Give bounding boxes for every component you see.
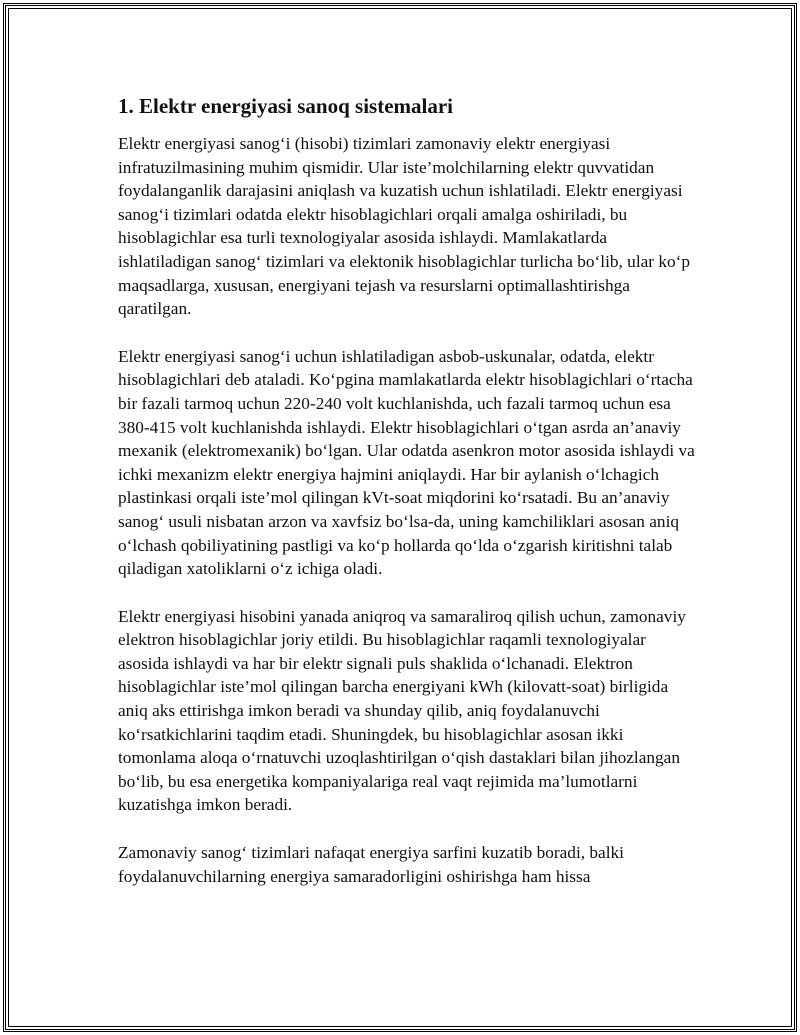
paragraph: Elektr energiyasi sanog‘i (hisobi) tizimlari zamonaviy elektr energiyasi infratuzilmasining muhim qismidir. Ular iste’molchilarning elektr quvvatidan foydalanganlik darajasini aniqlash va kuzatish uchun ishlatiladi. Elektr energiyasi sanog‘i tizimlari odatda elektr hisoblagichlari orqali amalga oshiriladi, bu hisoblagichlar esa turli texnologiyalar asosida ishlaydi. Mamlakatlarda ishlatiladigan sanog‘ tizimlari va elektonik hisoblagichlar turlicha bo‘lib, ular ko‘p maqsadlarga, xususan, energiyani tejash va resurslarni optimallashtirishga qaratilgan. bbox=[118, 134, 691, 319]
document-body bbox=[118, 92, 698, 912]
section-title: 1. Elektr energiyasi sanoq sistemalari bbox=[118, 94, 454, 118]
paragraph: Elektr energiyasi hisobini yanada aniqroq va samaraliroq qilish uchun, zamonaviy elektron hisoblagichlar joriy etildi. Bu hisoblagichlar raqamli texnologiyalar asosida ishlaydi va har bir elektr signali puls shaklida o‘lchanadi. Elektron hisoblagichlar iste’mol qilingan barcha energiyani kWh (kilovatt-soat) birligida aniq aks ettirishga imkon beradi va shunday qilib, aniq foydalanuvchi ko‘rsatkichlarini taqdim etadi. Shuningdek, bu hisoblagichlar asosan ikki tomonlama aloqa o‘rnatuvchi uzoqlashtirilgan o‘qish dastaklari bilan jihozlangan bo‘lib, bu esa energetika kompaniyalariga real vaqt rejimida ma’lumotlarni kuzatishga imkon beradi. bbox=[118, 606, 686, 815]
paragraph: Elektr energiyasi sanog‘i uchun ishlatiladigan asbob-uskunalar, odatda, elektr hisoblagichlari deb ataladi. Ko‘pgina mamlakatlarda elektr hisoblagichlari o‘rtacha bir fazali tarmoq uchun 220-240 volt kuchlanishda, uch fazali tarmoq uchun esa 380-415 volt kuchlanishda ishlaydi. Elektr hisoblagichlari o‘tgan asrda an’anaviy mexanik (elektromexanik) bo‘lgan. Ular odatda asenkron motor asosida ishlaydi va ichki mexanizm elektr energiya hajmini aniqlaydi. Har bir aylanish o‘lchagich plastinkasi orqali iste’mol qilingan kVt-soat miqdorini ko‘rsatadi. Bu an’anaviy sanog‘ usuli nisbatan arzon va xavfsiz bo‘lsa-da, uning kamchiliklari asosan aniq o‘lchash qobiliyatining pastligi va ko‘p hollarda qo‘lda o‘zgarish kiritishni talab qiladigan xatoliklarni o‘z ichiga oladi. bbox=[118, 346, 695, 579]
paragraph: Zamonaviy sanog‘ tizimlari nafaqat energiya sarfini kuzatib boradi, balki foydalanuvchilarning energiya samaradorligini oshirishga ham hissa bbox=[118, 843, 624, 886]
